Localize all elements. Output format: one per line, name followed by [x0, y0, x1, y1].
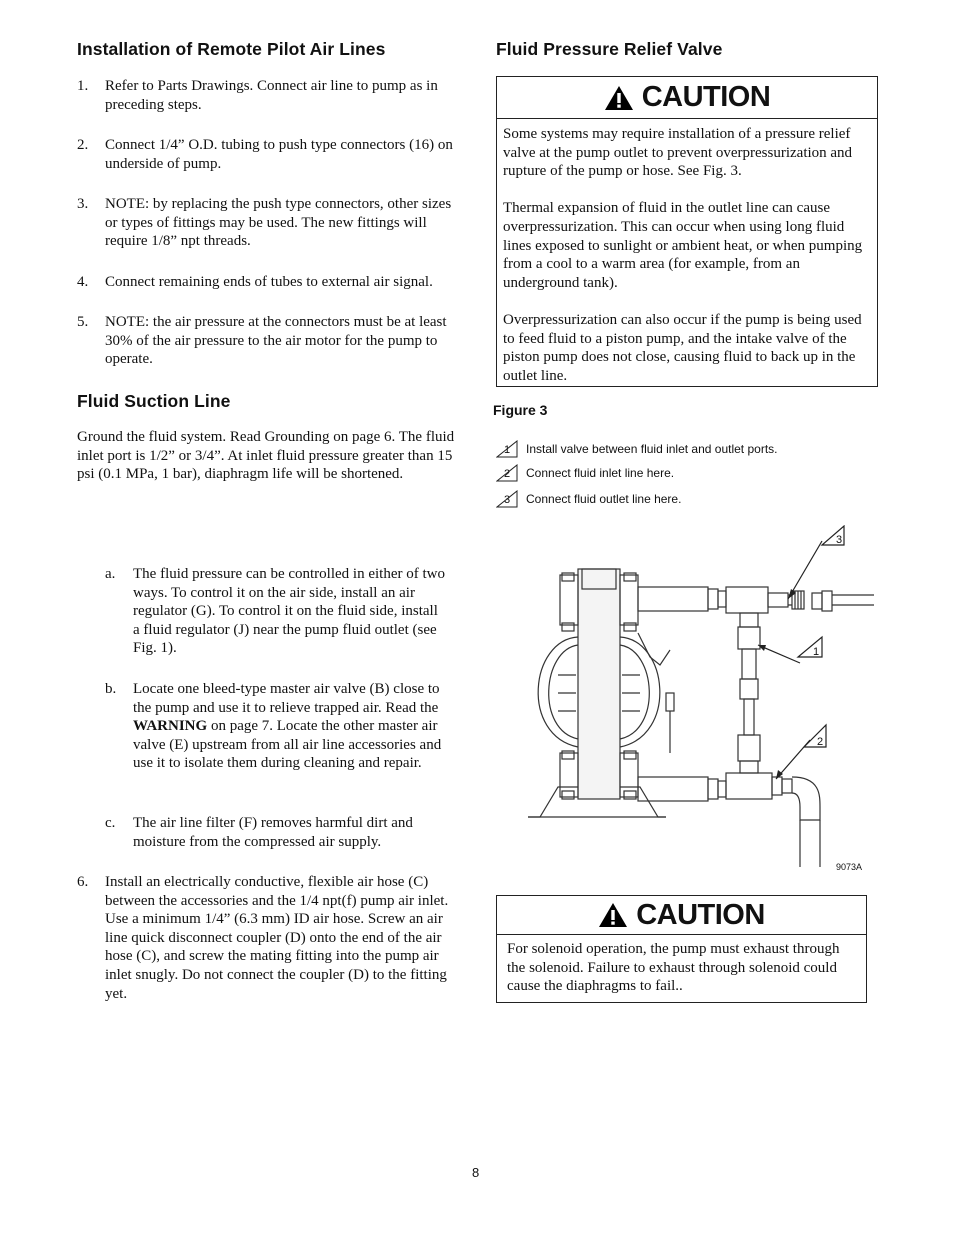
caution-paragraph: Some systems may require installation of a pressure relief valve at the pump outlet to prevent overpressurization and rupture of the pump or hose. See Fig. 3.: [503, 126, 853, 180]
callout-triangle-icon: 2: [496, 464, 518, 482]
caution-header: [497, 77, 877, 119]
caution-header: [497, 896, 866, 935]
caution-paragraph: Overpressurization can also occur if the pump is being used to feed fluid to a piston pump, and the intake valve of the piston pump does not close, causing fluid to back up in the outlet line.: [503, 311, 862, 384]
legend-item-3: [496, 490, 681, 508]
step-number: 3.: [77, 196, 89, 212]
substep-letter: b.: [105, 681, 117, 697]
legend-text: Connect fluid outlet line here.: [526, 492, 682, 506]
caution-body: [497, 119, 877, 385]
caution-paragraph: Thermal expansion of fluid in the outlet line can cause overpressurization. This can occur when using long fluid lines exposed to sunlight or ambient heat, or when pumping from a cool to a warm area (for example, from an underground tank).: [503, 200, 863, 291]
step-number: 2.: [77, 137, 89, 153]
step-text: NOTE: by replacing the push type connectors, other sizes or types of fittings may be used. The new fittings will require 1/8” npt threads.: [105, 196, 452, 250]
substep-text: The air line filter (F) removes harmful dirt and moisture from the compressed air supply.: [133, 815, 413, 850]
substep-letter: c.: [105, 815, 116, 831]
page-number: 8: [472, 1165, 480, 1180]
substep-letter: a.: [105, 566, 116, 582]
legend-item-1: [496, 440, 777, 458]
substep-text: The fluid pressure can be controlled in either of two ways. To control it on the air side, install an air regulator (G). To control it on the fluid side, install a fluid regulator (J) near the pump fluid outlet (see Fig. 1).: [133, 566, 445, 657]
caution-title: CAUTION: [636, 898, 765, 931]
heading-fluid-suction-line: Fluid Suction Line: [77, 391, 231, 411]
warning-triangle-icon: [604, 85, 634, 111]
caution-title: CAUTION: [641, 81, 771, 113]
figure-code: 9073A: [836, 862, 863, 872]
caution-box-relief: [496, 76, 878, 387]
warning-triangle-icon: [598, 902, 628, 928]
step-text: Refer to Parts Drawings. Connect air line to pump as in preceding steps.: [105, 78, 438, 113]
callout-number: 3: [836, 534, 843, 546]
step-text: NOTE: the air pressure at the connectors must be at least 30% of the air pressure to the air motor for the pump to operate.: [105, 314, 447, 368]
callout-number: 1: [813, 646, 820, 658]
substep-text-part: Locate one bleed-type master air valve (B) close to the pump and use it to relieve trapped air. Read the: [133, 681, 440, 716]
callout-number: 2: [817, 736, 824, 748]
step-number: 6.: [77, 874, 89, 890]
step-number: 1.: [77, 78, 89, 94]
step-number: 4.: [77, 274, 89, 290]
step-number: 5.: [77, 314, 89, 330]
heading-remote-pilot-air-lines: Installation of Remote Pilot Air Lines: [77, 39, 386, 59]
caution-box-solenoid: [496, 895, 867, 1003]
step-text: Install an electrically conductive, flexible air hose (C) between the accessories and the 1/4 npt(f) pump air inlet. Use a minimum 1/4” (6.3 mm) ID air hose. Screw an air line quick disconnect coupler (D) onto the end of the air hose (C), and screw the mating fitting into the pump air inlet snugly. Do not connect the coupler (D) to the fitting yet.: [105, 874, 449, 1002]
heading-fluid-pressure-relief-valve: Fluid Pressure Relief Valve: [496, 39, 723, 59]
step-text: Connect remaining ends of tubes to external air signal.: [105, 274, 433, 290]
substep-text-part: on page 7. Locate the other master air valve (E) upstream from all air line accessories and use it to isolate them during cleaning and repair.: [133, 718, 442, 772]
callout-triangle-icon: 1: [496, 440, 518, 458]
figure-label: Figure 3: [493, 402, 548, 418]
step-text: Connect 1/4” O.D. tubing to push type connectors (16) on underside of pump.: [105, 137, 453, 172]
caution-paragraph: For solenoid operation, the pump must exhaust through the solenoid. Failure to exhaust through solenoid could cause the diaphragms to fail..: [507, 941, 840, 995]
caution-body: [497, 935, 866, 996]
callout-triangle-icon: 3: [496, 490, 518, 508]
warning-reference: WARNING: [133, 718, 208, 735]
substep-text: [133, 680, 461, 773]
suction-paragraph: Ground the fluid system. Read Grounding on page 6. The fluid inlet port is 1/2” or 3/4”. At inlet fluid pressure greater than 15 psi (0.1 MPa, 1 bar), diaphragm life will be shortened.: [77, 429, 455, 483]
legend-text: Install valve between fluid inlet and outlet ports.: [526, 442, 778, 456]
pump-relief-valve-diagram: [520, 525, 880, 880]
legend-text: Connect fluid inlet line here.: [526, 466, 675, 480]
legend-item-2: [496, 464, 674, 482]
